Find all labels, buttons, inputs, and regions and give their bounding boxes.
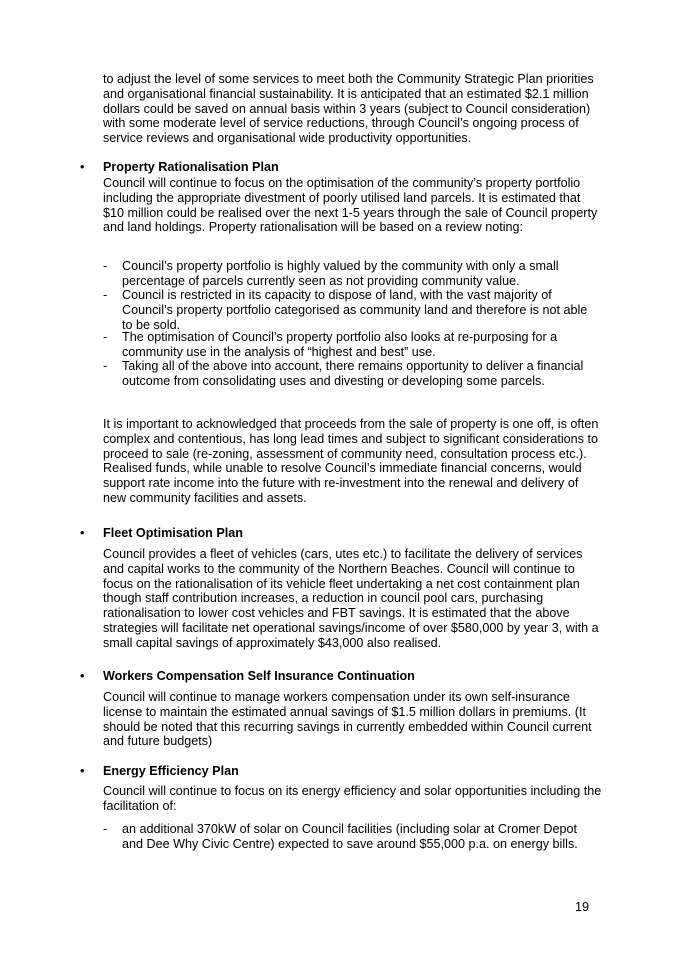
property-closing-paragraph: It is important to acknowledged that proceeds from the sale of property is one off, is often complex and contentious, has long lead times and subject to significant considerations to proceed to sale (re-zoning, assessment of community need, consultation process etc.). Realised funds, while unable to resolve Council’s immediate financial concerns, would support rate income into the future with re-investment into the renewal and delivery of new community facilities and assets. xyxy=(103,417,599,505)
dash-marker: - xyxy=(103,330,108,344)
bullet-icon: • xyxy=(80,764,85,778)
intro-paragraph: to adjust the level of some services to meet both the Community Strategic Plan priorities and organisational financial sustainability. It is anticipated that an estimated $2.1 million dollars could be saved on annual basis within 3 years (subject to Council consideration) with some moderate level of service reductions, through Council’s ongoing process of service reviews and organisational wide productivity opportunities. xyxy=(103,72,594,146)
energy-body: Council will continue to focus on its energy efficiency and solar opportunities including the facilitation of: xyxy=(103,784,602,813)
bullet-icon: • xyxy=(80,669,85,683)
fleet-body: Council provides a fleet of vehicles (cars, utes etc.) to facilitate the delivery of services and capital works to the community of the Northern Beaches. Council will continue to focus on the rationalisation of its vehicle fleet undertaking a net cost containment plan though staff contribution increases, a reduction in council pool cars, purchasing rationalisation to lower cost vehicles and FBT savings. It is estimated that the above strategies will facilitate net operational savings/income of over $580,000 by year 3, with a small capital savings of approximately $43,000 also realised. xyxy=(103,547,599,650)
heading-energy-efficiency: Energy Efficiency Plan xyxy=(103,764,239,778)
page-number: 19 xyxy=(574,900,589,914)
dash-marker: - xyxy=(103,288,108,302)
property-body: Council will continue to focus on the optimisation of the community’s property portfolio including the appropriate divestment of poorly utilised land parcels. It is estimated that $10 million could be realised over the next 1-5 years through the sale of Council property and land holdings. Property rationalisation will be based on a review noting: xyxy=(103,176,598,235)
dash-text: an additional 370kW of solar on Council facilities (including solar at Cromer Depot and Dee Why Civic Centre) expected to save around $55,000 p.a. on energy bills. xyxy=(122,822,578,851)
bullet-icon: • xyxy=(80,526,85,540)
heading-fleet-optimisation: Fleet Optimisation Plan xyxy=(103,526,243,540)
dash-text: The optimisation of Council’s property portfolio also looks at re-purposing for a community use in the analysis of “highest and best” use. xyxy=(122,330,558,359)
dash-marker: - xyxy=(103,822,108,836)
heading-property-rationalisation: Property Rationalisation Plan xyxy=(103,160,279,174)
dash-text: Council is restricted in its capacity to dispose of land, with the vast majority of Council’s property portfolio categorised as community land and therefore is not able to be sold. xyxy=(122,288,588,332)
heading-workers-compensation: Workers Compensation Self Insurance Continuation xyxy=(103,669,415,683)
workers-comp-body: Council will continue to manage workers compensation under its own self-insurance license to maintain the estimated annual savings of $1.5 million dollars in premiums. (It should be noted that this recurring savings in currently embedded within Council current and future budgets) xyxy=(103,690,592,749)
bullet-icon: • xyxy=(80,160,85,174)
dash-text: Taking all of the above into account, there remains opportunity to deliver a financial outcome from consolidating uses and divesting or developing some parcels. xyxy=(122,359,584,388)
dash-text: Council’s property portfolio is highly valued by the community with only a small percentage of parcels currently seen as not providing community value. xyxy=(122,259,559,288)
dash-marker: - xyxy=(103,259,108,273)
dash-marker: - xyxy=(103,359,108,373)
